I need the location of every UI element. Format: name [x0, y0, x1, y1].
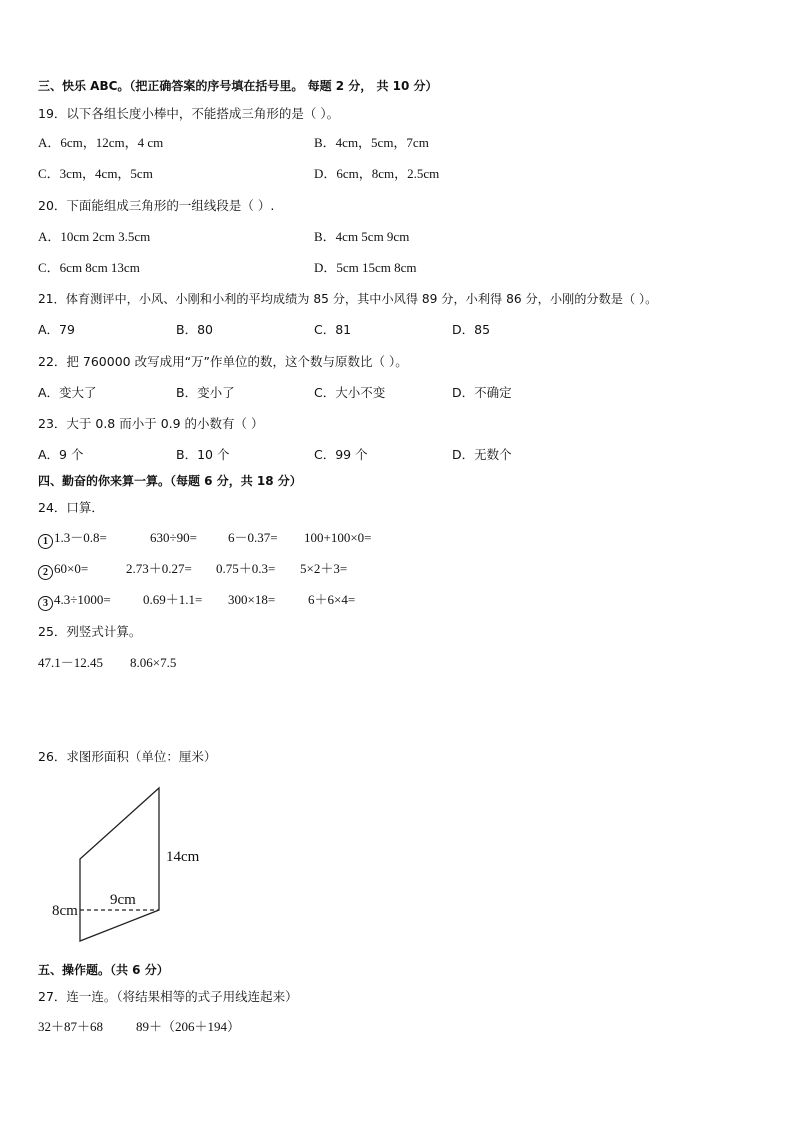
q22-option-a: A．变大了 [38, 385, 97, 400]
q22-option-c: C．大小不变 [314, 385, 386, 400]
mental-math-item: 2.73＋0.27= [126, 561, 192, 576]
vertical-calc-item: 47.1－12.45 [38, 655, 104, 670]
mental-math-item: 60×0= [54, 561, 89, 576]
mental-math-row-1 [38, 530, 372, 549]
q22-option-d: D．不确定 [452, 385, 512, 400]
label-14cm: 14cm [166, 849, 200, 865]
mental-math-row-2 [38, 561, 347, 580]
mental-math-row-3 [38, 592, 355, 611]
mental-math-item: 630÷90= [150, 530, 197, 545]
mental-math-item: 6＋6×4= [308, 592, 356, 607]
vertical-calc-items [38, 655, 176, 671]
question-27-stem: 27．连一连。（将结果相等的式子用线连起来） [38, 989, 298, 1004]
question-24-stem: 24．口算． [38, 500, 104, 515]
mental-math-item: 5×2＋3= [300, 561, 348, 576]
mental-math-item: 4.3÷1000= [54, 592, 111, 607]
question-21-stem: 21．体育测评中，小风、小刚和小利的平均成绩为 85 分，其中小风得 89 分，小利得 86 分，小刚的分数是（ ）。 [38, 292, 658, 306]
section-4-title: 四、勤奋的你来算一算。（每题 6 分，共 18 分） [38, 474, 302, 488]
question-26-stem: 26．求图形面积（单位：厘米） [38, 749, 217, 764]
vertical-calc-item: 8.06×7.5 [130, 655, 177, 670]
q23-option-b: B．10 个 [176, 447, 230, 462]
label-9cm: 9cm [110, 892, 136, 908]
q19-option-a: A．6cm，12cm，4 cm [38, 135, 164, 150]
q19-option-b: B．4cm，5cm，7cm [314, 135, 429, 150]
section-5-title: 五、操作题。（共 6 分） [38, 963, 169, 977]
question-20-stem: 20．下面能组成三角形的一组线段是（ ）. [38, 198, 275, 213]
q19-option-d: D．6cm，8cm，2.5cm [314, 166, 440, 181]
q21-option-a: A．79 [38, 322, 75, 337]
matching-items [38, 1019, 240, 1035]
question-25-stem: 25．列竖式计算。 [38, 624, 142, 639]
matching-expression: 89＋（206＋194） [136, 1019, 241, 1034]
mental-math-item: 0.75＋0.3= [216, 561, 276, 576]
q20-option-b: B．4cm 5cm 9cm [314, 229, 410, 244]
circled-number-1: 1 [38, 534, 53, 549]
trapezoid-shape [80, 788, 159, 941]
q23-option-a: A．9 个 [38, 447, 84, 462]
q20-option-c: C．6cm 8cm 13cm [38, 260, 140, 275]
q23-option-d: D．无数个 [452, 447, 512, 462]
circled-number-3: 3 [38, 596, 53, 611]
label-8cm: 8cm [52, 903, 78, 919]
q23-option-c: C．99 个 [314, 447, 368, 462]
section-3-title: 三、快乐 ABC。（把正确答案的序号填在括号里。 每题 2 分， 共 10 分） [38, 79, 438, 93]
question-19-stem: 19．以下各组长度小棒中，不能搭成三角形的是（ ）。 [38, 106, 340, 121]
q22-option-b: B．变小了 [176, 385, 235, 400]
mental-math-item: 1.3－0.8= [54, 530, 107, 545]
circled-number-2: 2 [38, 565, 53, 580]
q21-option-d: D．85 [452, 322, 491, 337]
q21-option-b: B．80 [176, 322, 213, 337]
q19-option-c: C．3cm，4cm，5cm [38, 166, 153, 181]
matching-expression: 32＋87＋68 [38, 1019, 104, 1034]
mental-math-item: 6－0.37= [228, 530, 278, 545]
question-22-stem: 22．把 760000 改写成用“万”作单位的数，这个数与原数比（ ）。 [38, 354, 408, 369]
q21-option-c: C．81 [314, 322, 352, 337]
mental-math-item: 0.69＋1.1= [143, 592, 203, 607]
trapezoid-figure [40, 780, 230, 950]
mental-math-item: 300×18= [228, 592, 276, 607]
question-23-stem: 23．大于 0.8 而小于 0.9 的小数有（ ） [38, 416, 264, 431]
q20-option-d: D．5cm 15cm 8cm [314, 260, 417, 275]
q20-option-a: A．10cm 2cm 3.5cm [38, 229, 151, 244]
mental-math-item: 100+100×0= [304, 530, 372, 545]
